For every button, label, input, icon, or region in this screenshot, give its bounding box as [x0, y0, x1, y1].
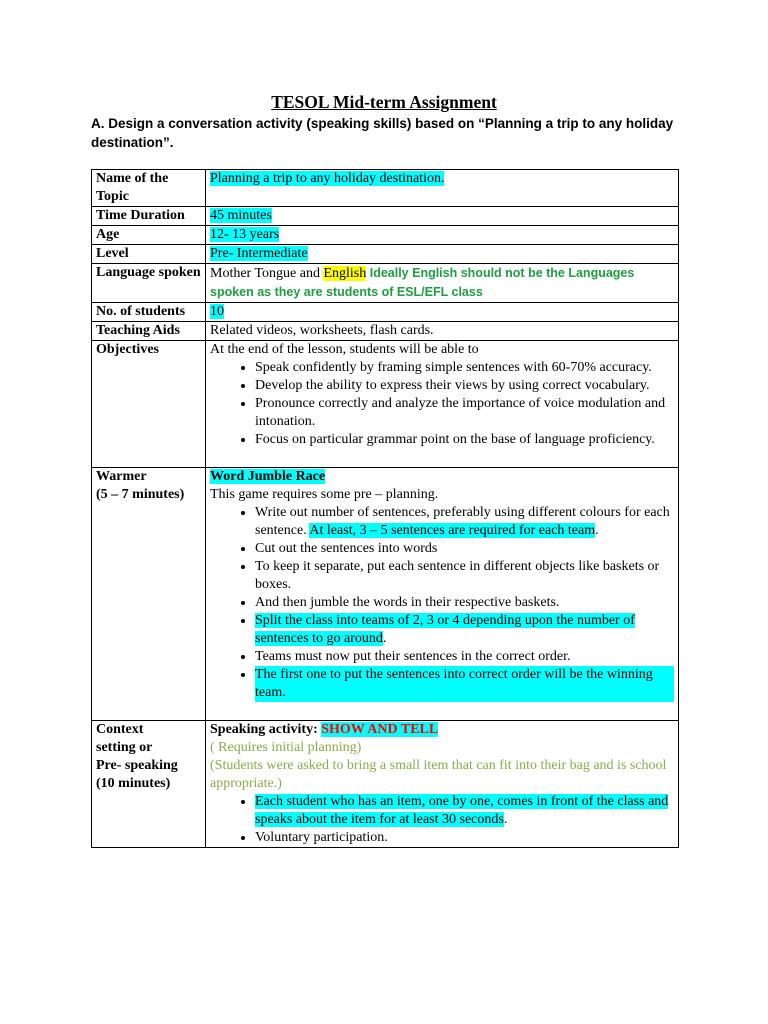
- warmer-duration: (5 – 7 minutes): [96, 487, 185, 502]
- language-value: Mother Tongue and: [210, 266, 324, 281]
- context-cell: [206, 721, 679, 848]
- table-row: [92, 170, 679, 207]
- list-item-highlight: Split the class into teams of 2, 3 or 4 depending upon the number of sentences to go around: [255, 613, 635, 646]
- list-item: • And then jumble the words in their respective baskets.: [255, 594, 674, 612]
- warmer-label-line: Warmer: [96, 469, 147, 484]
- list-item-text: Write out number of sentences, preferably using different colours for each sentence.: [255, 505, 670, 538]
- students-value: 10: [210, 304, 224, 319]
- context-note: (Students were asked to bring a small item that can fit into their bag and is school appropriate.): [210, 758, 667, 791]
- warmer-list: [210, 504, 674, 702]
- warmer-game-title: Word Jumble Race: [210, 469, 326, 484]
- list-item: • The first one to put the sentences into correct order will be the winning team.: [255, 666, 674, 702]
- context-label-line: Pre- speaking: [96, 758, 178, 773]
- list-item: [255, 612, 674, 648]
- topic-label: Name of the Topic: [92, 170, 206, 207]
- table-row: [92, 341, 679, 468]
- list-item: • Cut out the sentences into words: [255, 540, 674, 558]
- aids-value: Related videos, worksheets, flash cards.: [206, 322, 679, 341]
- list-item-punct: .: [382, 631, 387, 646]
- lesson-plan-table: [91, 169, 679, 848]
- level-label: Level: [92, 245, 206, 264]
- time-label: Time Duration: [92, 207, 206, 226]
- document-title: TESOL Mid-term Assignment: [271, 92, 497, 112]
- objectives-cell: [206, 341, 679, 468]
- language-cell: [206, 264, 679, 303]
- students-label: No. of students: [92, 303, 206, 322]
- assignment-heading: A. Design a conversation activity (speaking skills) based on “Planning a trip to any holiday destination”.: [91, 116, 674, 150]
- list-item: • To keep it separate, put each sentence in different objects like baskets or boxes.: [255, 558, 674, 594]
- warmer-label: [92, 468, 206, 721]
- table-row: [92, 264, 679, 303]
- list-item: • Pronounce correctly and analyze the importance of voice modulation and intonation.: [255, 395, 674, 431]
- level-cell: [206, 245, 679, 264]
- table-row: [92, 226, 679, 245]
- list-item: • Voluntary participation.: [255, 829, 674, 847]
- list-item-punct: .: [595, 523, 599, 538]
- language-label: Language spoken: [92, 264, 206, 303]
- objectives-list: [210, 359, 674, 449]
- age-cell: [206, 226, 679, 245]
- level-value: Pre- Intermediate: [210, 246, 308, 261]
- list-item: [255, 504, 674, 540]
- students-cell: [206, 303, 679, 322]
- warmer-intro: This game requires some pre – planning.: [210, 487, 439, 502]
- warmer-cell: [206, 468, 679, 721]
- context-note: ( Requires initial planning): [210, 740, 362, 755]
- table-row: [92, 303, 679, 322]
- table-row: [92, 245, 679, 264]
- list-item: • Develop the ability to express their views by using correct vocabulary.: [255, 377, 674, 395]
- table-row: [92, 468, 679, 721]
- list-item-punct: .: [503, 812, 508, 827]
- list-item: • Focus on particular grammar point on the base of language proficiency.: [255, 431, 674, 449]
- list-item: • Teams must now put their sentences in the correct order.: [255, 648, 674, 666]
- table-row: [92, 322, 679, 341]
- time-value: 45 minutes: [210, 208, 272, 223]
- context-label-line: setting or: [96, 740, 153, 755]
- table-row: [92, 207, 679, 226]
- topic-cell: [206, 170, 679, 207]
- list-item-highlight: At least, 3 – 5 sentences are required for each team: [309, 523, 596, 538]
- objectives-intro: At the end of the lesson, students will be able to: [210, 342, 479, 357]
- objectives-label: Objectives: [92, 341, 206, 468]
- list-item: • Speak confidently by framing simple sentences with 60-70% accuracy.: [255, 359, 674, 377]
- age-value: 12- 13 years: [210, 227, 280, 242]
- table-row: [92, 721, 679, 848]
- time-cell: [206, 207, 679, 226]
- activity-prefix: Speaking activity:: [210, 722, 322, 737]
- activity-name: SHOW AND TELL: [321, 722, 439, 737]
- list-item: [255, 793, 674, 829]
- aids-label: Teaching Aids: [92, 322, 206, 341]
- age-label: Age: [92, 226, 206, 245]
- list-item-highlight: Each student who has an item, one by one, comes in front of the class and speaks about the item for at least 30 seconds: [255, 794, 669, 827]
- context-duration: (10 minutes): [96, 776, 171, 791]
- language-comment: Ideally English should not be the Languages spoken as they are students of ESL/EFL class: [210, 266, 635, 299]
- language-highlight: English: [323, 266, 367, 281]
- context-label: [92, 721, 206, 848]
- context-list: [210, 793, 674, 847]
- context-label-line: Context: [96, 722, 144, 737]
- topic-value: Planning a trip to any holiday destination.: [210, 171, 445, 186]
